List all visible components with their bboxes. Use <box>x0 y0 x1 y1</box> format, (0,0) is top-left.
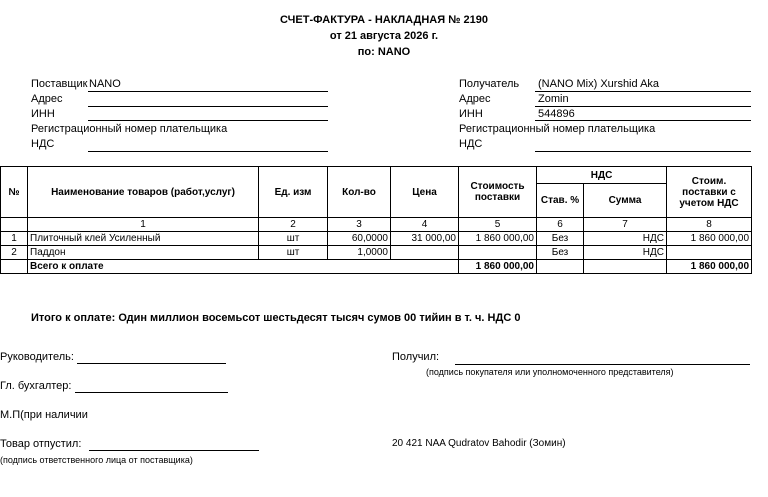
supplier-name-line <box>88 91 328 92</box>
receiver-address-line <box>535 106 751 107</box>
total-vat-rate <box>537 260 584 274</box>
header-name: Наименование товаров (работ,услуг) <box>28 167 259 218</box>
table-row <box>1 246 752 260</box>
row-price <box>391 246 459 260</box>
row-num: 2 <box>1 246 28 260</box>
receiver-address: Zomin <box>538 93 569 105</box>
header-vat: НДС <box>537 167 667 184</box>
accountant-label: Гл. бухгалтер: <box>0 380 72 392</box>
accountant-signature-line <box>75 392 228 393</box>
invoice-table <box>0 166 752 274</box>
row-vat-rate: Без <box>537 246 584 260</box>
column-number: 6 <box>537 218 584 232</box>
received-note: (подпись покупателя или уполномоченного представителя) <box>426 367 674 377</box>
row-qty: 1,0000 <box>328 246 391 260</box>
supplier-reg-label: Регистрационный номер плательщика <box>31 123 228 135</box>
received-label: Получил: <box>392 351 440 363</box>
receiver-inn: 544896 <box>538 108 575 120</box>
director-signature-line <box>77 363 226 364</box>
amount-in-words: Итого к оплате: Один миллион восемьсот шестьдесят тысяч сумов 00 тийин в т. ч. НДС 0 <box>31 312 521 324</box>
column-number: 4 <box>391 218 459 232</box>
released-label: Товар отпустил: <box>0 438 82 450</box>
row-vat-rate: Без <box>537 232 584 246</box>
invoice-contract: по: NANO <box>357 46 411 58</box>
header-row <box>1 167 752 184</box>
row-total: 1 860 000,00 <box>667 232 752 246</box>
header-vat-rate: Став. % <box>537 184 584 218</box>
proxy-text: 20 421 NAA Qudratov Bahodir (Зомин) <box>392 438 566 449</box>
header-cost: Стоимость поставки <box>459 167 537 218</box>
row-qty: 60,0000 <box>328 232 391 246</box>
receiver-inn-label: ИНН <box>459 108 483 120</box>
released-signature-line <box>89 450 259 451</box>
supplier-name: NANO <box>89 78 121 90</box>
total-label: Всего к оплате <box>28 260 459 274</box>
header-num: № <box>1 167 28 218</box>
row-unit: шт <box>259 246 328 260</box>
receiver-inn-line <box>535 120 751 121</box>
total-vat-sum <box>584 260 667 274</box>
total-row <box>1 260 752 274</box>
row-name: Плиточный клей Усиленный <box>28 232 259 246</box>
supplier-inn-label: ИНН <box>31 108 55 120</box>
receiver-name: (NANO Mix) Xurshid Aka <box>538 78 660 90</box>
column-number-row <box>1 218 752 232</box>
row-vat-sum: НДС <box>584 232 667 246</box>
header-unit: Ед. изм <box>259 167 328 218</box>
supplier-inn-line <box>88 120 328 121</box>
released-note: (подпись ответственного лица от поставщика) <box>0 455 193 465</box>
row-name: Паддон <box>28 246 259 260</box>
column-number: 1 <box>28 218 259 232</box>
supplier-label: Поставщик <box>31 78 88 90</box>
invoice-date: от 21 августа 2026 г. <box>329 30 439 42</box>
receiver-vat-label: НДС <box>459 138 483 150</box>
header-total: Стоим. поставки с учетом НДС <box>667 167 752 218</box>
total-with-vat: 1 860 000,00 <box>667 260 752 274</box>
header-qty: Кол-во <box>328 167 391 218</box>
column-number: 3 <box>328 218 391 232</box>
row-total <box>667 246 752 260</box>
supplier-address-label: Адрес <box>31 93 63 105</box>
total-empty <box>1 260 28 274</box>
column-number-empty <box>1 218 28 232</box>
row-price: 31 000,00 <box>391 232 459 246</box>
header-price: Цена <box>391 167 459 218</box>
stamp-label: М.П(при наличии <box>0 409 88 421</box>
row-unit: шт <box>259 232 328 246</box>
supplier-address-line <box>88 106 328 107</box>
receiver-vat-line <box>535 151 751 152</box>
column-number: 2 <box>259 218 328 232</box>
receiver-reg-label: Регистрационный номер плательщика <box>459 123 656 135</box>
table-row <box>1 232 752 246</box>
total-cost: 1 860 000,00 <box>459 260 537 274</box>
row-num: 1 <box>1 232 28 246</box>
row-cost: 1 860 000,00 <box>459 232 537 246</box>
column-number: 5 <box>459 218 537 232</box>
receiver-name-line <box>535 91 751 92</box>
supplier-vat-line <box>88 151 328 152</box>
row-vat-sum: НДС <box>584 246 667 260</box>
received-signature-line <box>455 364 750 365</box>
header-vat-sum: Сумма <box>584 184 667 218</box>
column-number: 7 <box>584 218 667 232</box>
invoice-title: СЧЕТ-ФАКТУРА - НАКЛАДНАЯ № 2190 <box>280 14 488 26</box>
row-cost <box>459 246 537 260</box>
column-number: 8 <box>667 218 752 232</box>
receiver-address-label: Адрес <box>459 93 491 105</box>
director-label: Руководитель: <box>0 351 74 363</box>
receiver-label: Получатель <box>459 78 520 90</box>
supplier-vat-label: НДС <box>31 138 55 150</box>
